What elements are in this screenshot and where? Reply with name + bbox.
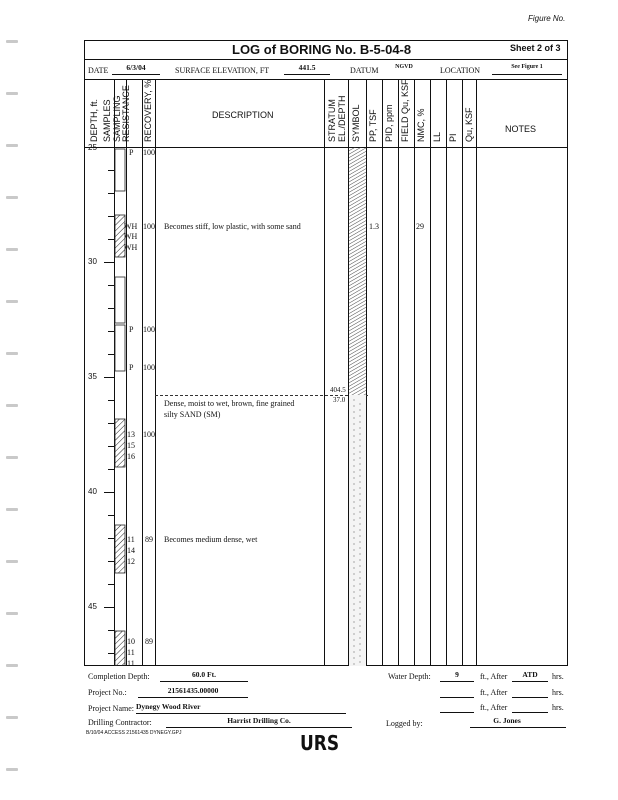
col-ll: LL bbox=[432, 131, 442, 142]
resistance-value: 12 bbox=[127, 557, 135, 566]
date-label: DATE bbox=[88, 66, 109, 75]
project-no-value: 21561435.00000 bbox=[167, 686, 219, 695]
col-recovery: RECOVERY, % bbox=[143, 79, 153, 142]
depth-label-35: 35 bbox=[88, 372, 97, 381]
project-no-label: Project No.: bbox=[88, 688, 127, 697]
col-nmc: NMC, % bbox=[416, 108, 426, 142]
location-value: See Figure 1 bbox=[511, 64, 543, 70]
completion-depth-label: Completion Depth: bbox=[88, 672, 150, 681]
resistance-value: 11 bbox=[127, 659, 135, 668]
depth-label-45: 45 bbox=[88, 602, 97, 611]
resistance-value: 11 bbox=[127, 648, 135, 657]
sample-interval bbox=[115, 277, 125, 323]
datum-label: DATUM bbox=[350, 66, 379, 75]
description-text: Becomes stiff, low plastic, with some sand bbox=[164, 222, 301, 231]
logged-by-value: G. Jones bbox=[493, 716, 521, 725]
recovery-value: 100 bbox=[143, 363, 155, 372]
completion-depth-value: 60.0 Ft. bbox=[192, 670, 216, 679]
date-value: 6/3/04 bbox=[126, 63, 146, 72]
stratum-description-1: Dense, moist to wet, brown, fine grained bbox=[164, 399, 295, 408]
drilling-contractor-value: Harrist Drilling Co. bbox=[227, 716, 291, 725]
figure-label: Figure No. bbox=[528, 14, 566, 23]
recovery-value: 100 bbox=[143, 148, 155, 157]
project-name-label: Project Name: bbox=[88, 704, 134, 713]
nmc-value: 29 bbox=[416, 222, 424, 231]
sample-interval bbox=[115, 419, 125, 467]
location-label: LOCATION bbox=[440, 66, 480, 75]
depth-label-30: 30 bbox=[88, 257, 97, 266]
recovery-value: 89 bbox=[145, 535, 153, 544]
resistance-value: 10 bbox=[127, 637, 135, 646]
resistance-value: 15 bbox=[127, 441, 135, 450]
after-label-3: ft., After bbox=[480, 703, 508, 712]
boring-log-title: LOG of BORING No. B-5-04-8 bbox=[232, 42, 412, 57]
water-depth-label: Water Depth: bbox=[388, 672, 431, 681]
description-text: Becomes medium dense, wet bbox=[164, 535, 258, 544]
col-sampling-resistance bbox=[113, 84, 131, 142]
resistance-value: 11 bbox=[127, 535, 135, 544]
recovery-value: 100 bbox=[143, 222, 155, 231]
stratum-elevation: 404.5 bbox=[330, 386, 346, 394]
resistance-value: 14 bbox=[127, 546, 135, 555]
pp-value: 1.3 bbox=[369, 222, 379, 231]
col-qu-ksf: Qu, KSF bbox=[464, 107, 474, 142]
col-pid-ppm: PID, ppm bbox=[384, 104, 394, 142]
col-notes: NOTES bbox=[505, 124, 537, 134]
sand-symbol bbox=[349, 395, 366, 666]
clay-symbol bbox=[349, 147, 366, 395]
after-label-1: ft., After bbox=[480, 672, 508, 681]
col-sampling-resistance-text: SAMPLING RESISTANCE bbox=[112, 85, 131, 142]
stratum-description-2: silty SAND (SM) bbox=[164, 410, 221, 419]
datum-value: NGVD bbox=[395, 64, 413, 70]
hrs-label-1: hrs. bbox=[552, 672, 564, 681]
col-pi: PI bbox=[448, 133, 458, 142]
drilling-contractor-label: Drilling Contractor: bbox=[88, 718, 152, 727]
stratum-boundary bbox=[155, 395, 368, 396]
urs-logo: URS bbox=[300, 732, 340, 756]
sheet-number: Sheet 2 of 3 bbox=[510, 43, 561, 53]
project-name-value: Dynegy Wood River bbox=[136, 702, 201, 711]
water-depth-value: 9 bbox=[455, 670, 459, 679]
logged-by-label: Logged by: bbox=[386, 719, 423, 728]
soil-symbol-column bbox=[349, 147, 366, 666]
sample-interval bbox=[115, 325, 125, 371]
resistance-value: P bbox=[129, 148, 134, 157]
after-value-1: ATD bbox=[522, 670, 538, 679]
hrs-label-3: hrs. bbox=[552, 703, 564, 712]
file-path: B/10/04 ACCESS 21561435 DYNEGY.GPJ bbox=[86, 730, 182, 736]
log-table-border bbox=[84, 40, 568, 666]
col-depth: DEPTH, ft. bbox=[89, 98, 99, 142]
sample-interval bbox=[115, 525, 125, 573]
resistance-value: P bbox=[129, 325, 134, 334]
resistance-value: P bbox=[129, 363, 134, 372]
hrs-label-2: hrs. bbox=[552, 688, 564, 697]
recovery-value: 100 bbox=[143, 430, 155, 439]
recovery-value: 100 bbox=[143, 325, 155, 334]
resistance-value: 16 bbox=[127, 452, 135, 461]
col-description: DESCRIPTION bbox=[212, 110, 274, 120]
resistance-value: 13 bbox=[127, 430, 135, 439]
resistance-value: WH bbox=[124, 222, 138, 231]
col-stratum-text: STRATUM EL./DEPTH bbox=[327, 95, 347, 142]
sample-interval bbox=[115, 149, 125, 191]
depth-label-25: 25 bbox=[88, 143, 97, 152]
recovery-value: 89 bbox=[145, 637, 153, 646]
surface-elevation-value: 441.5 bbox=[298, 63, 316, 72]
col-pp-tsf: PP, TSF bbox=[368, 109, 378, 142]
resistance-value: WH bbox=[124, 243, 138, 252]
resistance-value: WH bbox=[124, 232, 138, 241]
depth-label-40: 40 bbox=[88, 487, 97, 496]
stratum-depth: 37.0 bbox=[333, 396, 346, 404]
col-stratum bbox=[327, 90, 347, 142]
surface-elevation-label: SURFACE ELEVATION, FT bbox=[175, 66, 270, 75]
sample-interval bbox=[115, 631, 125, 666]
after-label-2: ft., After bbox=[480, 688, 508, 697]
col-symbol: SYMBOL bbox=[351, 104, 361, 142]
col-samples: SAMPLES bbox=[102, 99, 112, 142]
col-field-qu: FIELD Qu, KSF bbox=[400, 79, 410, 142]
